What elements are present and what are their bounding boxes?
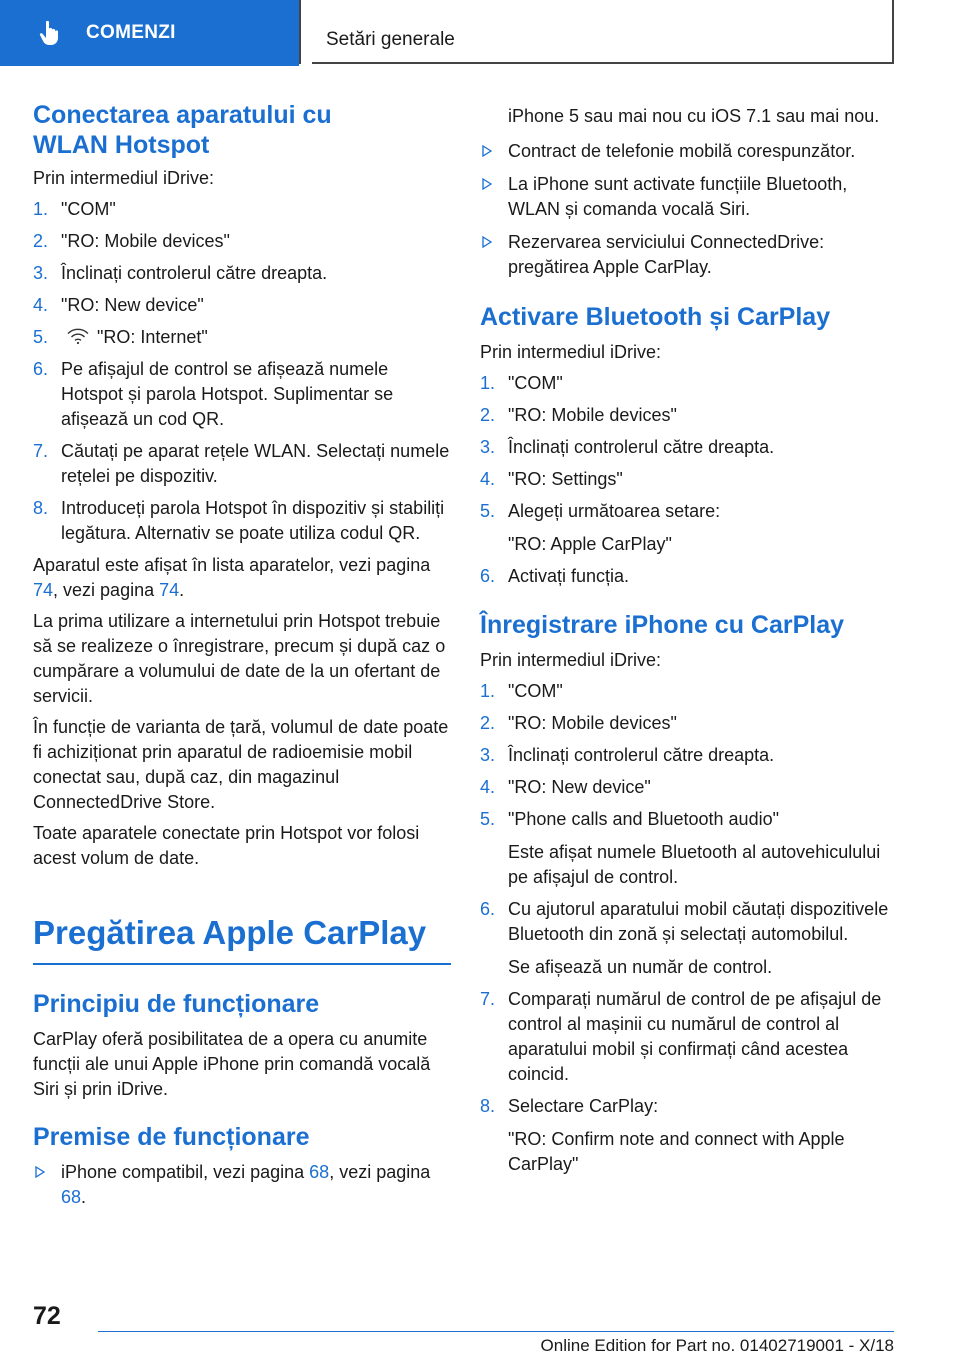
left-column: [33, 100, 451, 1218]
list-item: 6. Cu ajutorul aparatului mobil căutați dispozitivele Bluetooth din zonă și selectați automobilul. Se afișează un număr de control.: [480, 899, 889, 977]
register-heading: Înregistrare iPhone cu CarPlay: [480, 611, 845, 639]
list-item: La iPhone sunt activate funcțiile Bluetooth, WLAN și comanda vocală Siri.: [480, 172, 898, 222]
principle-heading: Principiu de funcționare: [33, 990, 320, 1018]
list-item: 2. "RO: Mobile devices": [33, 231, 230, 251]
list-item: Rezervarea serviciului ConnectedDrive: pregătirea Apple CarPlay.: [480, 230, 898, 280]
list-item: 5. Alegeți următoarea setare: "RO: Apple CarPlay": [480, 501, 721, 554]
premises-heading: Premise de funcționare: [33, 1123, 310, 1151]
page-number: 72: [33, 1302, 61, 1330]
list-item: 7. Căutați pe aparat rețele WLAN. Selectați numele rețelei pe dispozitiv.: [33, 441, 450, 486]
list-item: 8. Introduceți parola Hotspot în dispozitiv și stabiliți legătura. Alternativ se poate utiliza codul QR.: [33, 498, 445, 543]
page-link[interactable]: 74: [33, 580, 54, 600]
list-item: 5. "Phone calls and Bluetooth audio" Este afișat numele Bluetooth al autovehiculului pe afișajul de control.: [480, 809, 881, 887]
list-item: 8. Selectare CarPlay: "RO: Confirm note and connect with Apple CarPlay": [480, 1096, 845, 1174]
hotspot-heading: [33, 100, 451, 160]
page-link[interactable]: 68: [309, 1162, 330, 1182]
data-volume-paragraph: În funcție de varianta de țară, volumul de date poate fi achiziționat prin aparatul de radioemisie mobil conectat sau, după caz, din magazinul ConnectedDrive Store.: [33, 717, 449, 812]
list-item: 1. "COM": [480, 681, 563, 701]
activate-heading: Activare Bluetooth și CarPlay: [480, 303, 831, 331]
activate-intro: Prin intermediul iDrive:: [480, 342, 662, 362]
list-item: 3. Înclinați controlerul către dreapta.: [33, 263, 328, 283]
list-item: 4. "RO: Settings": [480, 469, 623, 489]
list-item: 6. Activați funcția.: [480, 566, 630, 586]
list-item: 4. "RO: New device": [33, 295, 204, 315]
principle-text: CarPlay oferă posibilitatea de a opera cu anumite funcții ale unui Apple iPhone prin comandă vocală Siri și prin iDrive.: [33, 1029, 431, 1099]
bullet-continuation: iPhone 5 sau mai nou cu iOS 7.1 sau mai nou.: [508, 106, 880, 126]
list-item: 3. Înclinați controlerul către dreapta.: [480, 745, 775, 765]
registration-paragraph: La prima utilizare a internetului prin Hotspot trebuie să se realizeze o înregistrare, precum și după caz o cumpărare a volumului de date de la un ofertant de servicii.: [33, 611, 446, 706]
footer-divider: [98, 1331, 894, 1332]
bullet-triangle-icon: [482, 236, 492, 248]
section-header: [312, 0, 894, 64]
list-item: 7. Comparați numărul de control de pe afișajul de control al mașinii cu numărul de control al aparatului mobil și confirmați când acestea coincid.: [480, 989, 882, 1084]
shared-volume-paragraph: Toate aparatele conectate prin Hotspot vor folosi acest volum de date.: [33, 823, 420, 868]
list-item: 1. "COM": [33, 199, 116, 219]
hotspot-heading-line2: WLAN Hotspot: [33, 131, 210, 159]
bullet-triangle-icon: [482, 178, 492, 190]
edition-footer: Online Edition for Part no. 01402719001 - X/18: [540, 1336, 894, 1355]
list-item: 3. Înclinați controlerul către dreapta.: [480, 437, 775, 457]
right-column: [480, 104, 898, 1184]
hotspot-steps: [33, 197, 451, 546]
chapter-title: COMENZI: [86, 22, 176, 43]
premises-list: [33, 1160, 451, 1210]
bullet-triangle-icon: [35, 1166, 45, 1178]
device-list-paragraph: Aparatul este afișat în lista aparatelor, vezi pagina 74, vezi pagina 74.: [33, 555, 431, 600]
list-item: 1. "COM": [480, 373, 563, 393]
activate-steps: [480, 371, 898, 589]
list-item: 4. "RO: New device": [480, 777, 651, 797]
page-link[interactable]: 74: [159, 580, 180, 600]
list-item: 2. "RO: Mobile devices": [480, 713, 677, 733]
hotspot-heading-line1: Conectarea aparatului cu: [33, 101, 332, 129]
page-link[interactable]: 68: [61, 1187, 82, 1207]
register-steps: [480, 679, 898, 1177]
wifi-icon: [67, 326, 89, 342]
bullet-triangle-icon: [482, 145, 492, 157]
register-intro: Prin intermediul iDrive:: [480, 650, 662, 670]
hand-pointer-icon: [38, 20, 64, 46]
premises-list-continued: [480, 139, 898, 280]
list-item: 2. "RO: Mobile devices": [480, 405, 677, 425]
list-item: 5. "RO: Internet": [33, 327, 208, 347]
chapter-tab[interactable]: [0, 0, 299, 66]
hotspot-intro: Prin intermediul iDrive:: [33, 168, 215, 188]
list-item: 6. Pe afișajul de control se afișează numele Hotspot și parola Hotspot. Suplimentar se afișează un cod QR.: [33, 359, 394, 429]
list-item: iPhone compatibil, vezi pagina 68, vezi pagina 68.: [33, 1160, 451, 1210]
carplay-chapter-title: Pregătirea Apple CarPlay: [33, 913, 451, 965]
section-title: Setări generale: [326, 29, 455, 50]
list-item: Contract de telefonie mobilă corespunzător.: [480, 139, 898, 164]
